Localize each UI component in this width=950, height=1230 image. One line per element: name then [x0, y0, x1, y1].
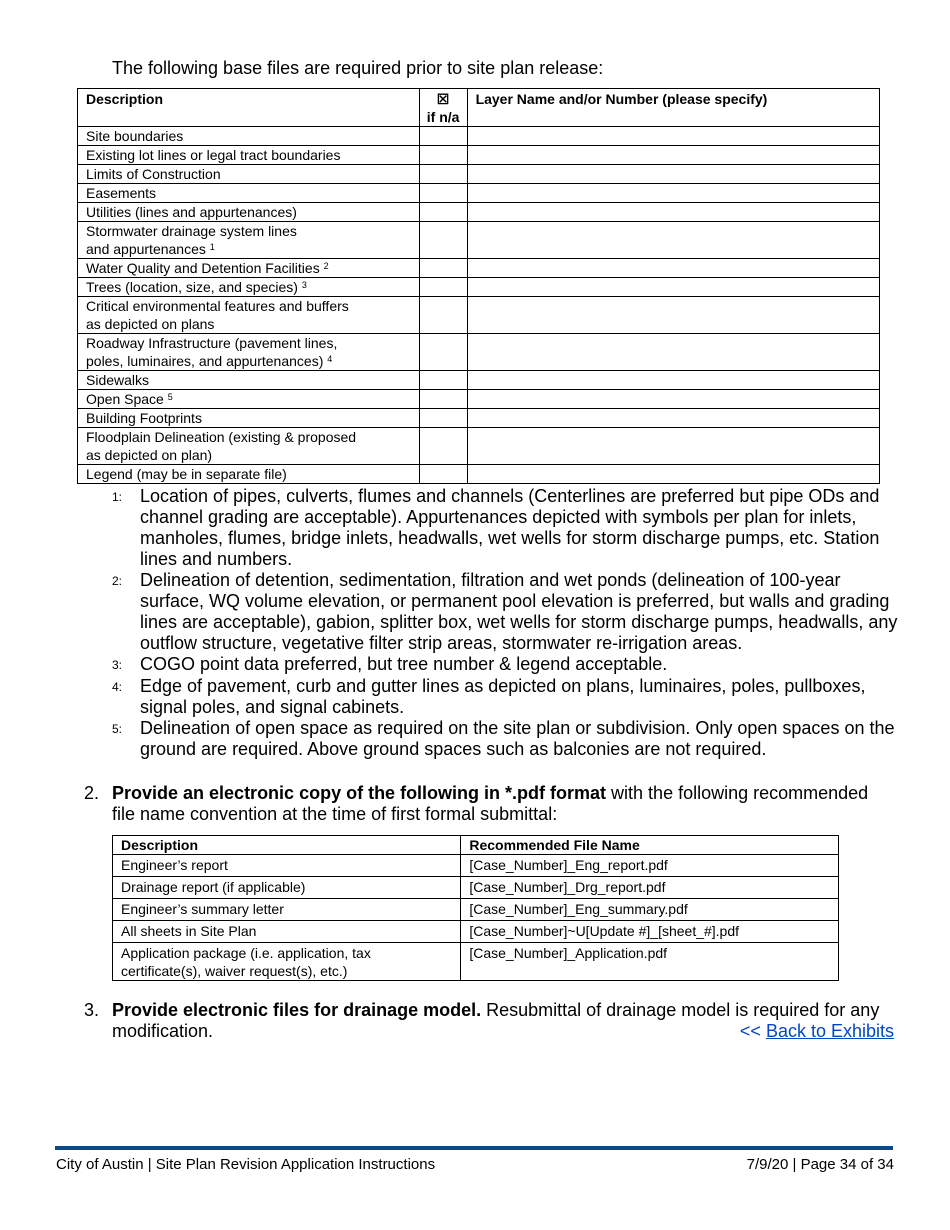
layer-name-cell[interactable]	[467, 428, 879, 465]
pdf-files-body	[113, 855, 839, 981]
row-description	[78, 465, 420, 484]
table-row	[78, 334, 880, 371]
back-link-text[interactable]: Back to Exhibits	[765, 1021, 894, 1041]
na-checkbox-cell[interactable]	[419, 259, 467, 278]
table-row	[78, 222, 880, 259]
na-checkbox-cell[interactable]	[419, 165, 467, 184]
footnote-text: COGO point data preferred, but tree number & legend acceptable.	[140, 654, 668, 674]
row-description	[78, 409, 420, 428]
footnote-ref: 5	[167, 392, 173, 402]
row-description-line: poles, luminaires, and appurtenances)	[86, 353, 324, 369]
table-row	[113, 899, 839, 921]
pdf-file-name-cell: [Case_Number]_Eng_summary.pdf	[461, 899, 839, 921]
row-description-line: Easements	[86, 185, 157, 201]
row-description	[78, 222, 420, 259]
back-to-exhibits-link[interactable]	[740, 1021, 894, 1042]
layer-name-cell[interactable]	[467, 297, 879, 334]
item-2-text: with the following recommended file name convention at the time of first formal submittal:	[112, 783, 869, 824]
row-description	[78, 127, 420, 146]
table-row	[78, 390, 880, 409]
footnote-text: Delineation of detention, sedimentation, filtration and wet ponds (delineation of 100-year surface, WQ volume elevation, or permanent pool elevation is preferred, but walls and grading lines are acceptable), gabion, splitter box, wet wells for storm discharge pumps, headwalls, any outflow structure, vegetative filter strip areas, stormwater re-irrigation areas.	[140, 570, 898, 653]
table-row	[113, 921, 839, 943]
row-description-line: Trees (location, size, and species)	[86, 279, 298, 295]
row-description	[78, 278, 420, 297]
checkbox-icon[interactable]: ☒	[436, 91, 450, 107]
na-checkbox-cell[interactable]	[419, 146, 467, 165]
item-3-number: 3.	[84, 1000, 100, 1020]
footnote-text: Location of pipes, culverts, flumes and channels (Centerlines are preferred but pipe ODs and channel grading are acceptable). Appurtenances depicted with symbols per plan for inlets, manholes, flumes, bridge inlets, headwalls, wet wells for storm discharge pumps, etc. Station lines and numbers.	[140, 486, 880, 569]
footnote-text: Edge of pavement, curb and gutter lines as depicted on plans, luminaires, poles, pullboxes, signal poles, and signal cabinets.	[140, 676, 866, 717]
na-checkbox-cell[interactable]	[419, 465, 467, 484]
layer-name-cell[interactable]	[467, 390, 879, 409]
footer-title: City of Austin | Site Plan Revision Application Instructions	[56, 1156, 436, 1173]
footnotes	[112, 486, 898, 760]
na-checkbox-cell[interactable]	[419, 184, 467, 203]
footnote-ref: 2	[323, 261, 329, 271]
footnote-number: 3:	[112, 658, 123, 672]
row-description-line: Utilities (lines and appurtenances)	[86, 204, 297, 220]
base-files-body	[78, 127, 880, 484]
table-row	[78, 146, 880, 165]
row-description-line: Building Footprints	[86, 410, 202, 426]
layer-name-cell[interactable]	[467, 184, 879, 203]
row-description-line: Existing lot lines or legal tract boundaries	[86, 147, 341, 163]
layer-name-cell[interactable]	[467, 146, 879, 165]
item-2-number: 2.	[84, 783, 100, 803]
table-row	[78, 371, 880, 390]
item-3-bold: Provide electronic files for drainage model.	[112, 1000, 482, 1020]
row-description	[78, 428, 420, 465]
footnote	[112, 718, 898, 760]
pdf-description-cell: All sheets in Site Plan	[113, 921, 461, 943]
table-row	[78, 165, 880, 184]
row-description-line: as depicted on plans	[86, 316, 215, 332]
footnote-number: 5:	[112, 722, 123, 736]
na-checkbox-cell[interactable]	[419, 278, 467, 297]
back-link-prefix[interactable]: <<	[739, 1021, 766, 1041]
table-row	[113, 855, 839, 877]
layer-header: Layer Name and/or Number (please specify)	[467, 89, 879, 127]
layer-name-cell[interactable]	[467, 127, 879, 146]
row-description-line: Critical environmental features and buffers	[86, 298, 349, 314]
footnote	[112, 486, 898, 570]
item-3-text: Resubmittal of drainage model is required for any modification.	[112, 1000, 880, 1041]
row-description	[78, 165, 420, 184]
pdf-description-header: Description	[113, 836, 461, 855]
table-row	[78, 297, 880, 334]
pdf-files-header-row	[113, 836, 839, 855]
na-label: if n/a	[426, 109, 460, 125]
item-2-bold: Provide an electronic copy of the following in *.pdf format	[112, 783, 607, 803]
footnote-text: Delineation of open space as required on the site plan or subdivision. Only open spaces on the ground are required. Above ground spaces such as balconies are not required.	[140, 718, 895, 759]
pdf-file-name-header: Recommended File Name	[461, 836, 839, 855]
table-row	[78, 278, 880, 297]
footnote	[112, 654, 898, 676]
pdf-file-name-cell: [Case_Number]_Application.pdf	[461, 943, 839, 981]
pdf-files-table	[112, 835, 839, 981]
layer-name-cell[interactable]	[467, 371, 879, 390]
na-checkbox-cell[interactable]	[419, 409, 467, 428]
row-description	[78, 146, 420, 165]
footnote-ref: 4	[327, 354, 333, 364]
layer-name-cell[interactable]	[467, 278, 879, 297]
row-description-line: Open Space	[86, 391, 164, 407]
footnote-ref: 1	[209, 242, 215, 252]
table-row	[78, 465, 880, 484]
base-files-header-row	[78, 89, 880, 127]
layer-name-cell[interactable]	[467, 203, 879, 222]
row-description-line: Legend (may be in separate file)	[86, 466, 287, 482]
row-description-line: Sidewalks	[86, 372, 150, 388]
pdf-description-cell: Engineer’s summary letter	[113, 899, 461, 921]
footnote	[112, 570, 898, 654]
table-row	[78, 259, 880, 278]
row-description-line: and appurtenances	[86, 241, 206, 257]
pdf-file-name-cell: [Case_Number]~U[Update #]_[sheet_#].pdf	[461, 921, 839, 943]
row-description	[78, 203, 420, 222]
item-3	[84, 1000, 894, 1042]
row-description-line: Stormwater drainage system lines	[86, 223, 297, 239]
layer-name-cell[interactable]	[467, 222, 879, 259]
table-row	[78, 203, 880, 222]
na-checkbox-cell[interactable]	[419, 203, 467, 222]
row-description-line: Water Quality and Detention Facilities	[86, 260, 320, 276]
layer-name-cell[interactable]	[467, 409, 879, 428]
row-description-line: Roadway Infrastructure (pavement lines,	[86, 335, 338, 351]
footnote-number: 4:	[112, 680, 123, 694]
row-description	[78, 371, 420, 390]
table-row	[113, 943, 839, 981]
table-row	[78, 428, 880, 465]
footnote	[112, 676, 898, 718]
na-header[interactable]	[419, 89, 467, 127]
pdf-file-name-cell: [Case_Number]_Eng_report.pdf	[461, 855, 839, 877]
footer-page: 7/9/20 | Page 34 of 34	[746, 1156, 894, 1173]
pdf-description-cell: Engineer’s report	[113, 855, 461, 877]
row-description	[78, 390, 420, 409]
row-description	[78, 259, 420, 278]
row-description-line: Site boundaries	[86, 128, 184, 144]
layer-name-cell[interactable]	[467, 165, 879, 184]
na-checkbox-cell[interactable]	[419, 428, 467, 465]
table-row	[78, 409, 880, 428]
na-checkbox-cell[interactable]	[419, 222, 467, 259]
footnote-number: 2:	[112, 574, 123, 588]
layer-name-cell[interactable]	[467, 465, 879, 484]
layer-name-cell[interactable]	[467, 259, 879, 278]
row-description	[78, 297, 420, 334]
pdf-description-cell: Drainage report (if applicable)	[113, 877, 461, 899]
na-checkbox-cell[interactable]	[419, 371, 467, 390]
table-row	[78, 127, 880, 146]
na-checkbox-cell[interactable]	[419, 297, 467, 334]
table-row	[78, 184, 880, 203]
intro-text: The following base files are required prior to site plan release:	[112, 58, 604, 78]
footnote-number: 1:	[112, 490, 123, 504]
row-description-line: as depicted on plan)	[86, 447, 213, 463]
base-files-table	[77, 88, 880, 484]
row-description-line: Limits of Construction	[86, 166, 221, 182]
na-checkbox-cell[interactable]	[419, 334, 467, 371]
footnote-ref: 3	[301, 280, 307, 290]
description-header: Description	[78, 89, 420, 127]
na-checkbox-cell[interactable]	[419, 127, 467, 146]
layer-name-cell[interactable]	[467, 334, 879, 371]
row-description-line: Floodplain Delineation (existing & proposed	[86, 429, 357, 445]
pdf-description-cell: Application package (i.e. application, tax certificate(s), waiver request(s), etc.)	[113, 943, 461, 981]
na-checkbox-cell[interactable]	[419, 390, 467, 409]
pdf-file-name-cell: [Case_Number]_Drg_report.pdf	[461, 877, 839, 899]
row-description	[78, 334, 420, 371]
row-description	[78, 184, 420, 203]
table-row	[113, 877, 839, 899]
item-2	[84, 783, 894, 825]
footer-divider	[55, 1146, 893, 1150]
